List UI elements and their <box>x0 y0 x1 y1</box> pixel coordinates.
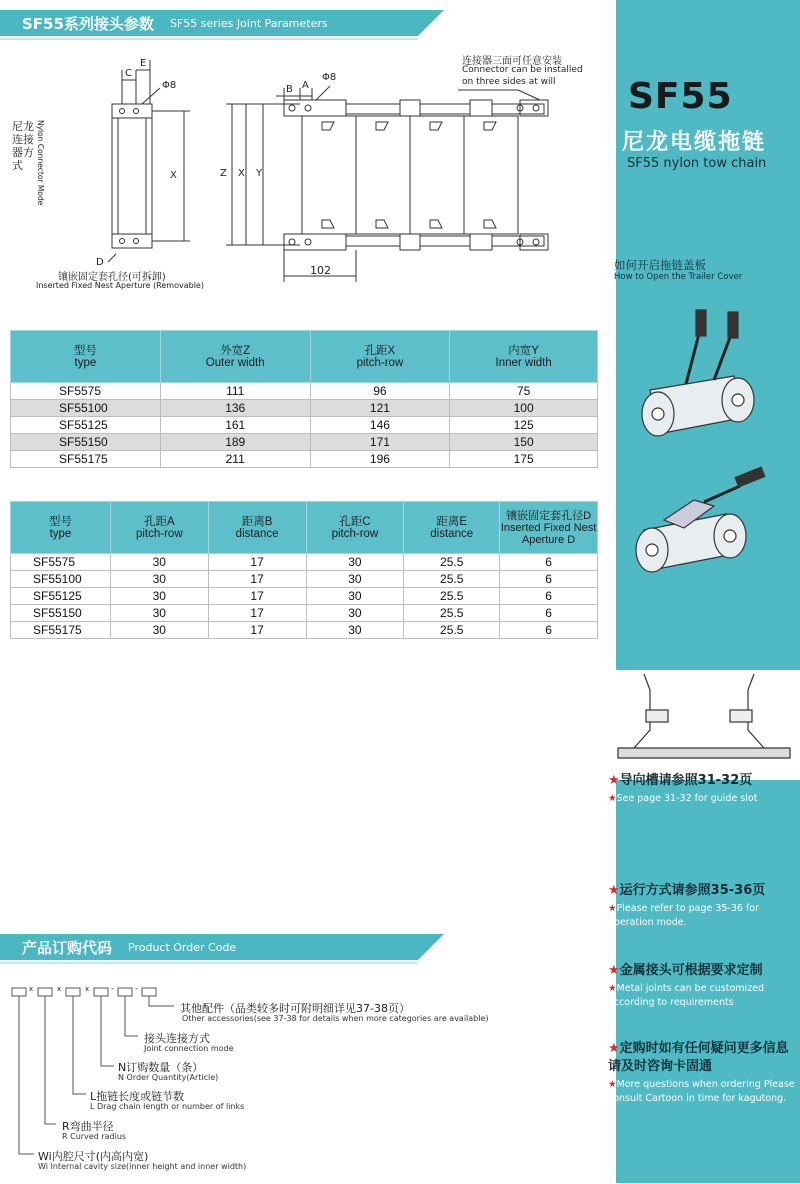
order-title-en: Product Order Code <box>128 940 237 954</box>
order-item-accessories-en: Other accessories(see 37-38 for details when more categories are available) <box>182 1014 489 1023</box>
side-label-en: Nylon Connector Mode <box>36 120 45 206</box>
sep-x-1: x <box>29 985 34 993</box>
drawing-svg <box>0 0 600 300</box>
label-a: A <box>302 80 309 91</box>
star-icon: ★ <box>608 903 617 914</box>
header-distance-e: 距离E distance <box>404 502 500 554</box>
header-distance-b: 距离B distance <box>208 502 306 554</box>
side-label-cn: 尼龙连接器方式 <box>12 120 34 172</box>
table-header-row <box>11 502 598 554</box>
star-icon: ★ <box>608 883 620 898</box>
star-icon: ★ <box>608 773 620 788</box>
label-c: C <box>125 68 132 79</box>
order-item-cavity-en: Wi Internal cavity size(inner height and inner width) <box>38 1162 247 1171</box>
section-title-en: SF55 series Joint Parameters <box>169 16 328 30</box>
howto-title-cn: 如何开启拖链盖板 <box>614 258 706 272</box>
table-row: SF55175 30 17 30 25.5 6 <box>11 622 598 639</box>
connector-note-cn: 连接器三面可任意安装 <box>462 56 562 67</box>
table-row: SF55100 136 121 100 <box>11 400 598 417</box>
brand-subtitle-cn: 尼龙电缆拖链 <box>622 130 767 155</box>
table-row: SF5575 30 17 30 25.5 6 <box>11 554 598 571</box>
guide-slot-illustration <box>614 670 800 780</box>
table-row: SF55125 30 17 30 25.5 6 <box>11 588 598 605</box>
table-row: SF5575 111 96 75 <box>11 383 598 400</box>
star-icon: ★ <box>608 1041 620 1056</box>
label-phi8-right: Φ8 <box>322 72 337 83</box>
sep-dash-1: - <box>111 984 114 993</box>
order-item-length-en: L Drag chain length or number of links <box>90 1102 245 1111</box>
header-outer-width: 外宽Z Outer width <box>160 331 310 383</box>
label-x: X <box>238 168 245 179</box>
order-item-length-cn: L拖链长度或链节数 <box>90 1090 185 1103</box>
table-row: SF55125 161 146 125 <box>11 417 598 434</box>
star-icon: ★ <box>608 793 617 804</box>
table-row: SF55150 189 171 150 <box>11 434 598 451</box>
widths-table <box>10 330 598 468</box>
table-row: SF55150 30 17 30 25.5 6 <box>11 605 598 622</box>
order-title-cn: 产品订购代码 <box>22 938 113 957</box>
header-inner-width: 内宽Y Inner width <box>450 331 598 383</box>
header-type: 型号 type <box>11 331 161 383</box>
brand-subtitle-en: SF55 nylon tow chain <box>627 156 767 171</box>
sep-x-2: x <box>57 985 62 993</box>
label-y: Y <box>256 168 263 179</box>
order-item-joint-en: Joint connection mode <box>144 1044 234 1053</box>
nest-label-en: Inserted Fixed Nest Aperture (Removable) <box>36 281 204 290</box>
header-pitch-c: 孔距C pitch-row <box>306 502 404 554</box>
star-icon: ★ <box>608 1079 617 1090</box>
connector-note-en2: on three sides at will <box>462 77 556 87</box>
section-banner-order-code <box>0 934 418 960</box>
table-row: SF55175 211 196 175 <box>11 451 598 468</box>
open-cover-illustration-1 <box>642 310 754 436</box>
order-item-radius-en: R Curved radius <box>62 1132 127 1141</box>
header-type: 型号 type <box>11 502 111 554</box>
header-nest-aperture-d: 镶嵌固定套孔径D Inserted Fixed Nest Aperture D <box>500 502 598 554</box>
nest-label-cn: 镶嵌固定套孔径(可拆卸) <box>58 272 166 283</box>
label-e: E <box>140 58 147 69</box>
table-row: SF55100 30 17 30 25.5 6 <box>11 571 598 588</box>
order-item-quantity-en: N Order Quantity(Article) <box>118 1073 219 1082</box>
order-item-radius-cn: R弯曲半径 <box>62 1120 114 1133</box>
howto-title-en: How to Open the Trailer Cover <box>614 272 743 282</box>
table-header-row <box>11 331 598 383</box>
label-z: Z <box>220 168 227 179</box>
dim-102: 102 <box>310 264 331 277</box>
open-cover-illustration-2 <box>636 467 765 572</box>
star-icon: ★ <box>608 983 617 994</box>
note-guide-slot: ★导向槽请参照31-32页 ★See page 31-32 for guide slot <box>608 773 758 804</box>
sep-x-3: x <box>85 985 90 993</box>
note-consult: ★定购时如有任何疑问更多信息请及时咨询卡固通 ★More questions when ordering Please consult Cartoon in time for kagutong. <box>608 1041 795 1104</box>
header-pitch-a: 孔距A pitch-row <box>110 502 208 554</box>
label-phi8-left: Φ8 <box>162 80 177 91</box>
header-pitch-row-x: 孔距X pitch-row <box>310 331 450 383</box>
connector-note-en1: Connector can be installed <box>462 65 583 75</box>
section-title-cn: SF55系列接头参数 <box>22 14 154 33</box>
order-item-accessories-cn: 其他配件（品类较多时可附明细详见37-38页） <box>180 1002 410 1015</box>
sep-dash-2: - <box>135 984 138 993</box>
brand-title: SF55 <box>628 76 733 117</box>
note-metal-joints: ★金属接头可根据要求定制 ★Metal joints can be customized according to requirements <box>608 963 765 1008</box>
order-item-joint-cn: 接头连接方式 <box>144 1032 210 1045</box>
sidebar-illustrations <box>614 290 800 790</box>
label-d: D <box>96 257 104 268</box>
order-item-quantity-cn: N订购数量（条） <box>118 1061 204 1074</box>
label-x-left: X <box>170 170 177 181</box>
order-item-cavity-cn: Wi内腔尺寸(内高内宽) <box>38 1150 149 1163</box>
pitch-table <box>10 501 598 639</box>
note-operation-mode: ★运行方式请参照35-36页 ★Please refer to page 35-36 for operation mode. <box>608 883 766 928</box>
star-icon: ★ <box>608 963 620 978</box>
label-b: B <box>286 84 293 95</box>
